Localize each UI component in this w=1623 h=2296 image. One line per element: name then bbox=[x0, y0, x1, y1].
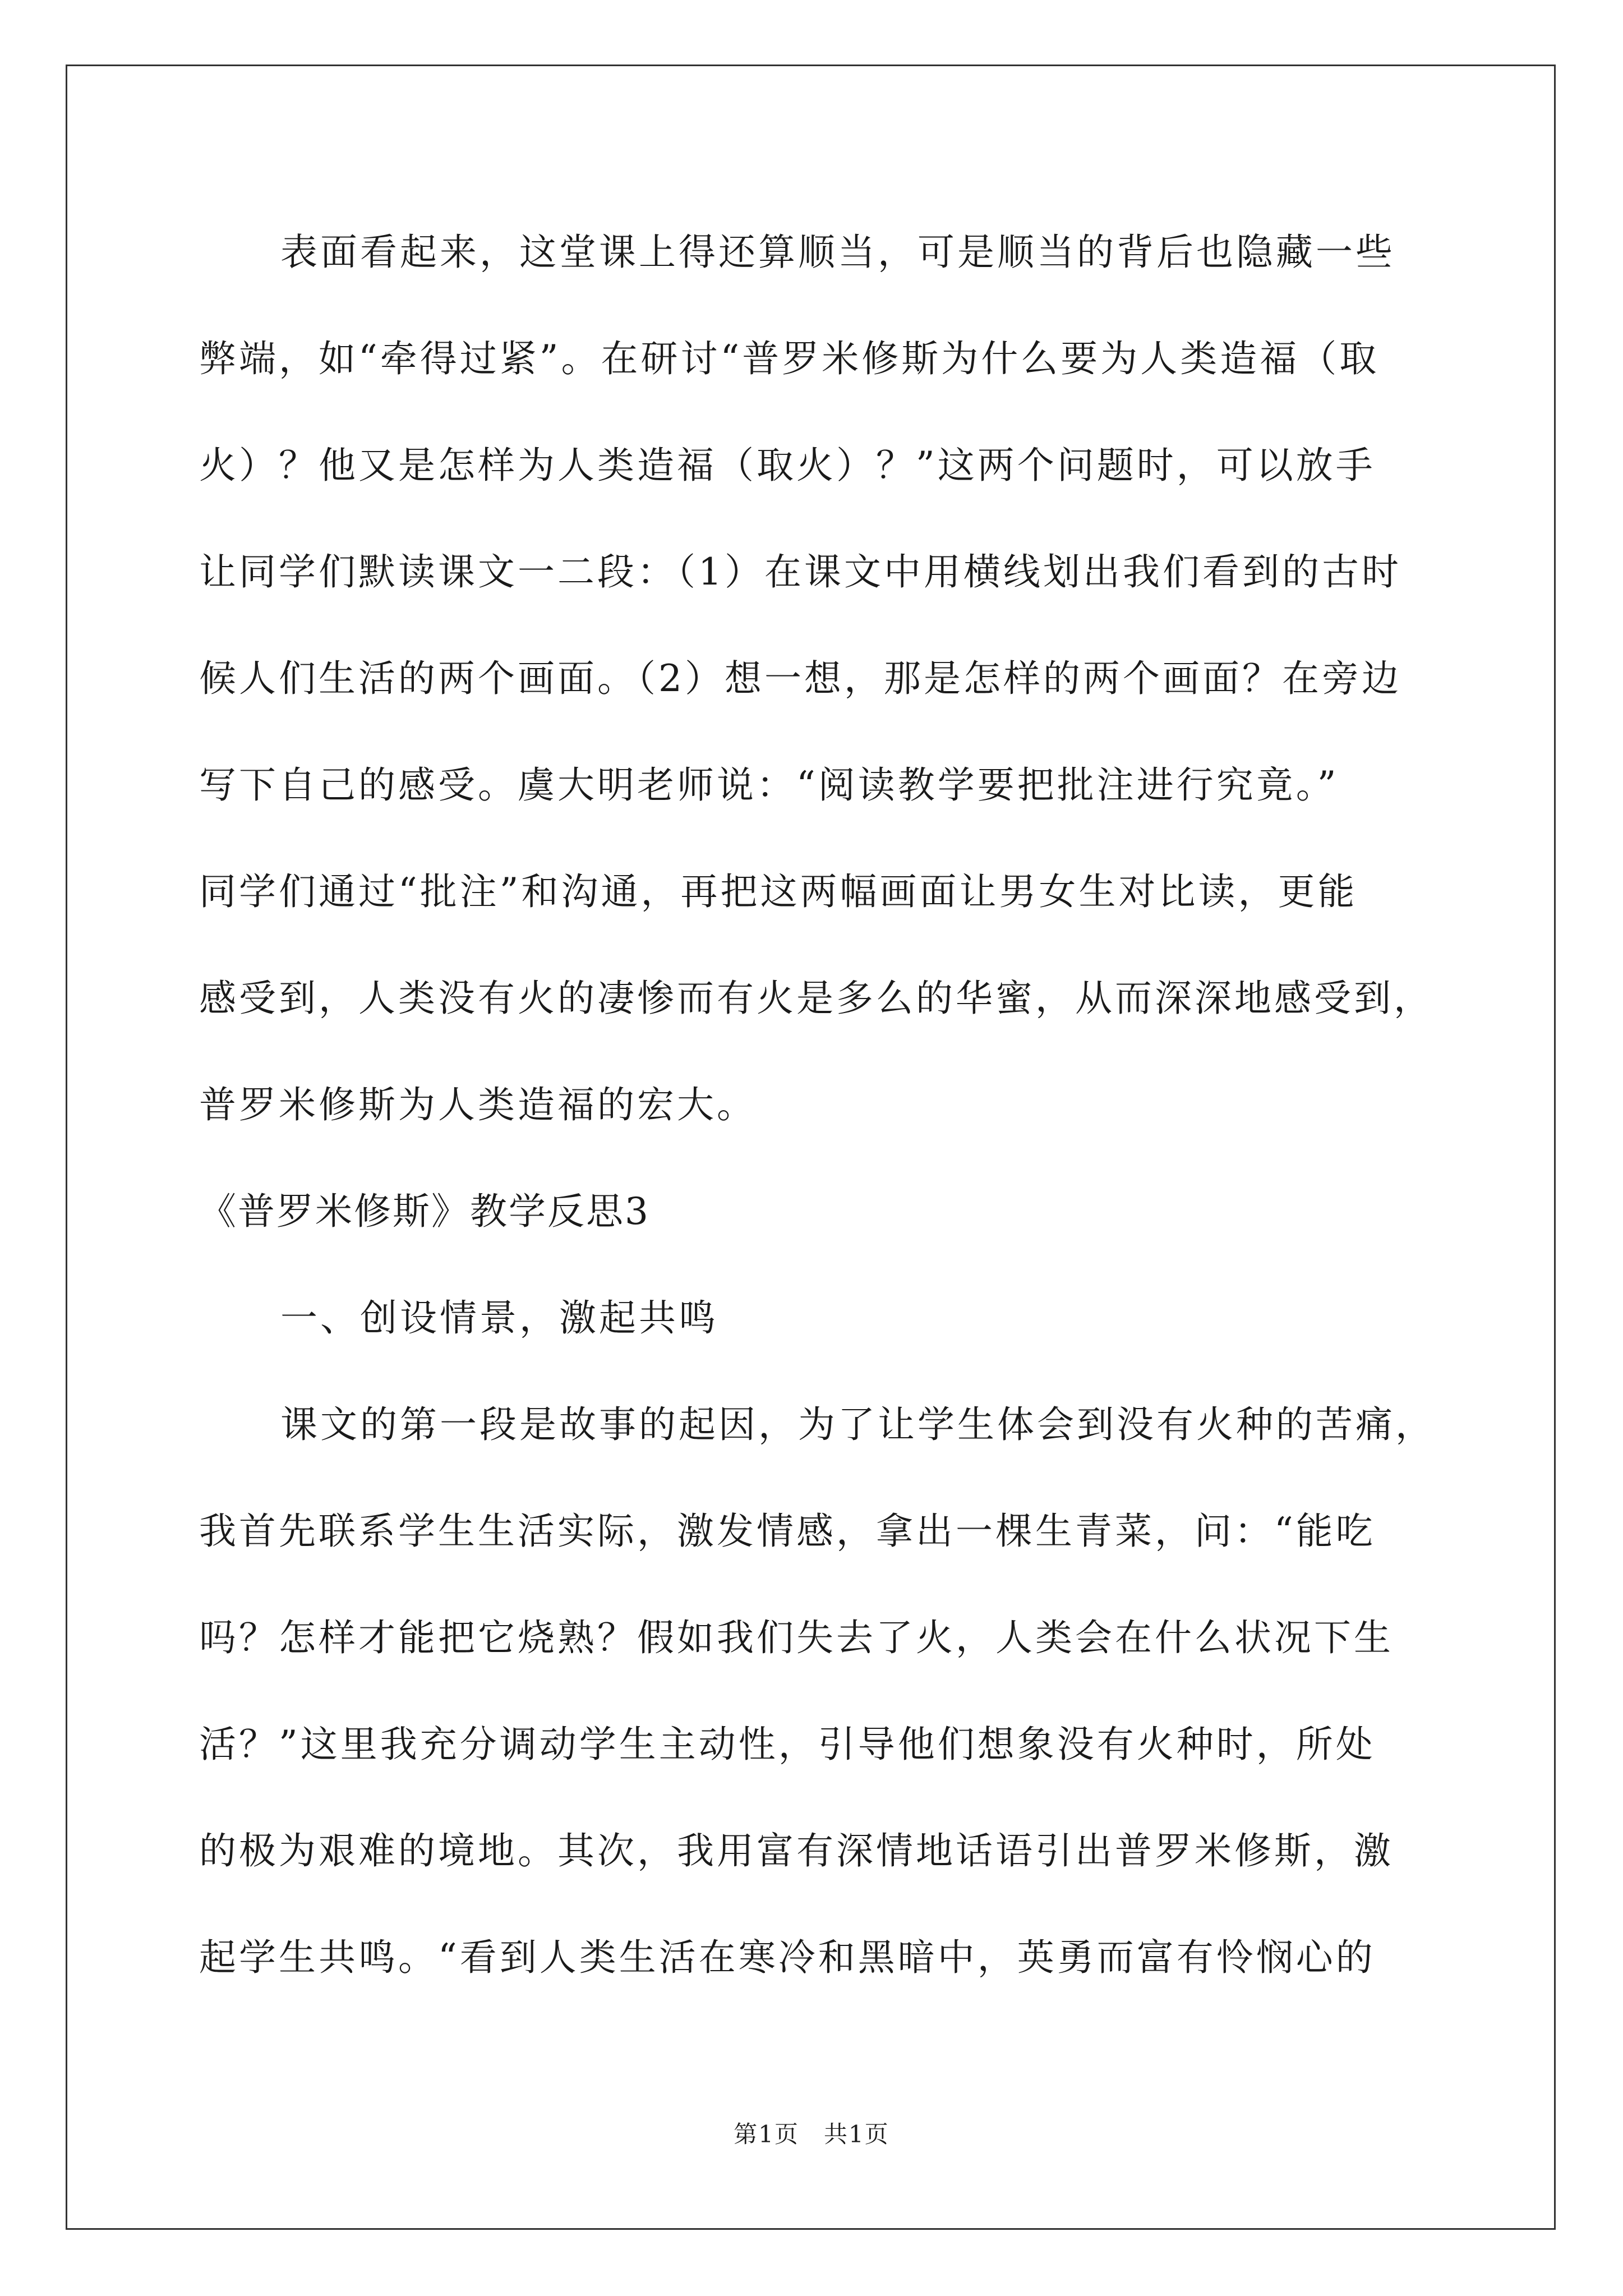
paragraph-line: 写下自己的感受。虞大明老师说：“阅读教学要把批注进行究竟。” bbox=[199, 763, 1339, 807]
paragraph-line: 表面看起来，这堂课上得还算顺当，可是顺当的背后也隐藏一些 bbox=[280, 231, 1395, 274]
paragraph-line: 火）？他又是怎样为人类造福（取火）？”这两个问题时，可以放手 bbox=[199, 444, 1376, 487]
paragraph-line: 让同学们默读课文一二段：（1）在课文中用横线划出我们看到的古时 bbox=[199, 550, 1401, 593]
section-title: 《普罗米修斯》教学反思3 bbox=[199, 1190, 650, 1233]
paragraph-line: 起学生共鸣。“看到人类生活在寒冷和黑暗中，英勇而富有怜悯心的 bbox=[199, 1936, 1376, 1979]
paragraph-line: 吗？怎样才能把它烧熟？假如我们失去了火，人类会在什么状况下生 bbox=[199, 1616, 1394, 1659]
paragraph-line: 候人们生活的两个画面。（2）想一想，那是怎样的两个画面？在旁边 bbox=[199, 657, 1401, 700]
subsection-heading: 一、创设情景，激起共鸣 bbox=[280, 1296, 718, 1340]
paragraph-line: 弊端，如“牵得过紧”。在研讨“普罗米修斯为什么要为人类造福（取 bbox=[199, 337, 1380, 380]
paragraph-line: 活？”这里我充分调动学生主动性，引导他们想象没有火种时，所处 bbox=[199, 1723, 1376, 1766]
page-border bbox=[66, 65, 1556, 2230]
paragraph-line: 感受到，人类没有火的凄惨而有火是多么的华蜜，从而深深地感受到， bbox=[199, 977, 1433, 1020]
page-number-footer: 第1页 共1页 bbox=[734, 2120, 889, 2148]
paragraph-line: 我首先联系学生生活实际，激发情感，拿出一棵生青菜，问：“能吃 bbox=[199, 1510, 1376, 1553]
paragraph-line: 的极为艰难的境地。其次，我用富有深情地话语引出普罗米修斯，激 bbox=[199, 1829, 1394, 1872]
paragraph-line: 同学们通过“批注”和沟通，再把这两幅画面让男女生对比读，更能 bbox=[199, 870, 1358, 913]
paragraph-line: 普罗米修斯为人类造福的宏大。 bbox=[199, 1083, 757, 1126]
paragraph-line: 课文的第一段是故事的起因，为了让学生体会到没有火种的苦痛， bbox=[280, 1403, 1435, 1446]
